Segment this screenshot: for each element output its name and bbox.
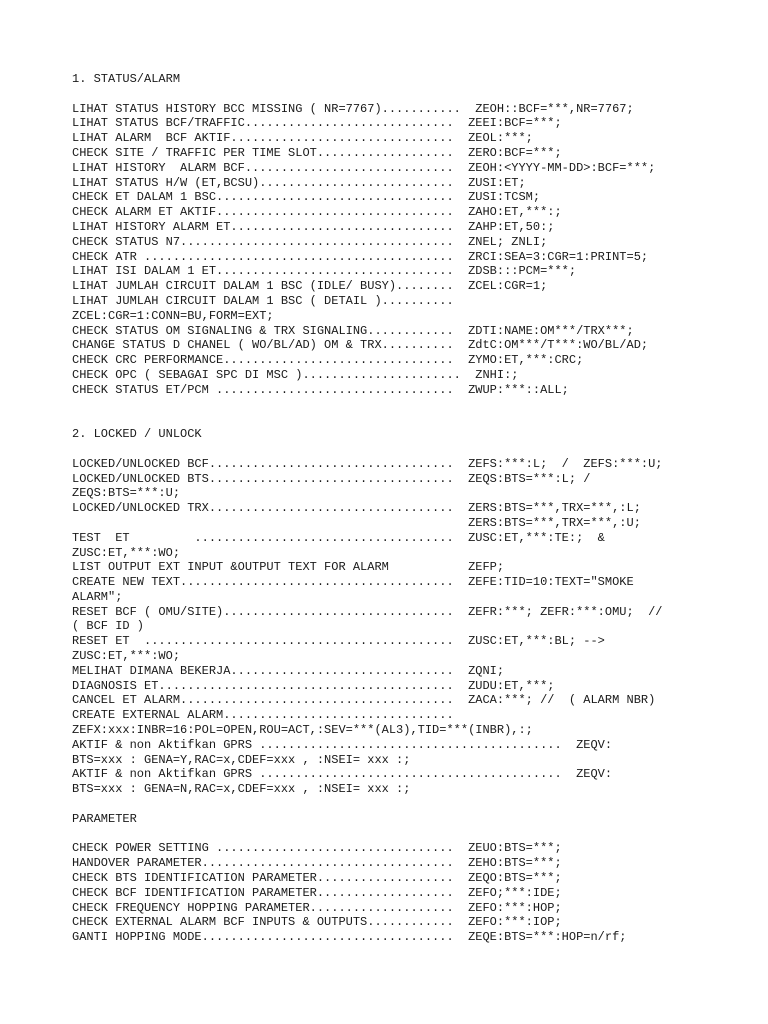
command-line: ZEQS:BTS=***:U; [72,486,181,501]
command-line: CHECK FREQUENCY HOPPING PARAMETER.................... ZEFO:***:HOP; [72,900,562,915]
command-line: CHECK ATR ........................................... ZRCI:SEA=3:CGR=1:PRINT=5; [72,249,649,264]
command-line: DIAGNOSIS ET......................................... ZUDU:ET,***; [72,678,555,693]
command-line: CHECK OPC ( SEBAGAI SPC DI MSC )...................... ZNHI:; [72,367,519,382]
command-line: CHECK SITE / TRAFFIC PER TIME SLOT................... ZERO:BCF=***; [72,145,562,160]
command-line: CREATE NEW TEXT...................................... ZEFE:TID=10:TEXT="SMOKE [72,575,634,590]
command-line: CHECK ET DALAM 1 BSC................................. ZUSI:TCSM; [72,190,541,205]
command-line: CREATE EXTERNAL ALARM................................ [72,708,454,723]
command-line: LIST OUTPUT EXT INPUT &OUTPUT TEXT FOR ALARM ZEFP; [72,560,505,575]
command-line: BTS=xxx : GENA=Y,RAC=x,CDEF=xxx , :NSEI= xxx :; [72,752,411,767]
command-line: ZEFX:xxx:INBR=16:POL=OPEN,ROU=ACT,:SEV=***(AL3),TID=***(INBR),:; [72,723,533,738]
command-line: LIHAT ISI DALAM 1 ET................................. ZDSB:::PCM=***; [72,264,577,279]
command-line: LIHAT STATUS HISTORY BCC MISSING ( NR=7767)........... ZEOH::BCF=***,NR=7767; [72,101,634,116]
command-line: ZCEL:CGR=1:CONN=BU,FORM=EXT; [72,308,274,323]
command-line: LOCKED/UNLOCKED BTS.................................. ZEQS:BTS=***:L; / [72,471,591,486]
command-line: CHANGE STATUS D CHANEL ( WO/BL/AD) OM & TRX.......... ZdtC:OM***/T***:WO/BL/AD; [72,338,649,353]
command-line: CHECK BCF IDENTIFICATION PARAMETER................... ZEFO;***:IDE; [72,885,562,900]
command-line: CHECK POWER SETTING ................................. ZEUO:BTS=***; [72,841,562,856]
command-line: LIHAT JUMLAH CIRCUIT DALAM 1 BSC ( DETAIL ).......... [72,293,454,308]
spacer [72,827,732,842]
spacer [72,87,732,102]
command-line: LIHAT HISTORY ALARM ET............................... ZAHP:ET,50:; [72,219,555,234]
spacer [72,412,732,427]
spacer [72,442,732,457]
command-line: MELIHAT DIMANA BEKERJA............................... ZQNI; [72,663,505,678]
command-line: CANCEL ET ALARM...................................... ZACA:***; // ( ALARM NBR) [72,693,656,708]
command-line: CHECK STATUS OM SIGNALING & TRX SIGNALING............ ZDTI:NAME:OM***/TRX***; [72,323,634,338]
command-line: AKTIF & non Aktifkan GPRS .......................................... ZEQV: [72,767,613,782]
command-line: GANTI HOPPING MODE................................... ZEQE:BTS=***:HOP=n/rf; [72,930,627,945]
command-line: ZUSC:ET,***:WO; [72,545,181,560]
command-line: LOCKED/UNLOCKED TRX.................................. ZERS:BTS=***,TRX=***,:L; [72,501,641,516]
command-line: LIHAT JUMLAH CIRCUIT DALAM 1 BSC (IDLE/ BUSY)........ ZCEL:CGR=1; [72,279,548,294]
command-line: CHECK BTS IDENTIFICATION PARAMETER................... ZEQO:BTS=***; [72,871,562,886]
command-line: LIHAT STATUS BCF/TRAFFIC............................. ZEEI:BCF=***; [72,116,562,131]
command-line: LIHAT STATUS H/W (ET,BCSU)........................... ZUSI:ET; [72,175,526,190]
section-heading-locked-unlock: 2. LOCKED / UNLOCK [72,427,202,442]
section-heading-status-alarm: 1. STATUS/ALARM [72,72,181,86]
command-line: LOCKED/UNLOCKED BCF.................................. ZEFS:***:L; / ZEFS:***:U; [72,456,663,471]
document-page [72,72,732,945]
command-line: ZUSC:ET,***:WO; [72,649,181,664]
section-heading-parameter: PARAMETER [72,811,137,826]
command-line: CHECK STATUS N7...................................... ZNEL; ZNLI; [72,234,548,249]
spacer [72,797,732,812]
command-line: TEST ET .................................... ZUSC:ET,***:TE:; & [72,530,605,545]
command-line: ALARM"; [72,589,123,604]
command-line: LIHAT HISTORY ALARM BCF............................. ZEOH:<YYYY-MM-DD>:BCF=***; [72,160,656,175]
command-line: HANDOVER PARAMETER................................... ZEHO:BTS=***; [72,856,562,871]
command-line: ZERS:BTS=***,TRX=***,:U; [72,515,641,530]
command-line: CHECK ALARM ET AKTIF................................. ZAHO:ET,***:; [72,205,562,220]
spacer [72,398,732,413]
command-line: CHECK CRC PERFORMANCE................................ ZYMO:ET,***:CRC; [72,353,584,368]
command-line: BTS=xxx : GENA=N,RAC=x,CDEF=xxx , :NSEI= xxx :; [72,782,411,797]
command-line: CHECK STATUS ET/PCM ................................. ZWUP:***::ALL; [72,382,569,397]
command-line: LIHAT ALARM BCF AKTIF............................... ZEOL:***; [72,131,533,146]
command-line: AKTIF & non Aktifkan GPRS .......................................... ZEQV: [72,737,613,752]
command-line: CHECK EXTERNAL ALARM BCF INPUTS & OUTPUTS............ ZEFO:***:IOP; [72,915,562,930]
command-line: RESET BCF ( OMU/SITE)................................ ZEFR:***; ZEFR:***:OMU; // [72,604,663,619]
command-line: ( BCF ID ) [72,619,145,634]
command-line: RESET ET ........................................... ZUSC:ET,***:BL; --> [72,634,605,649]
